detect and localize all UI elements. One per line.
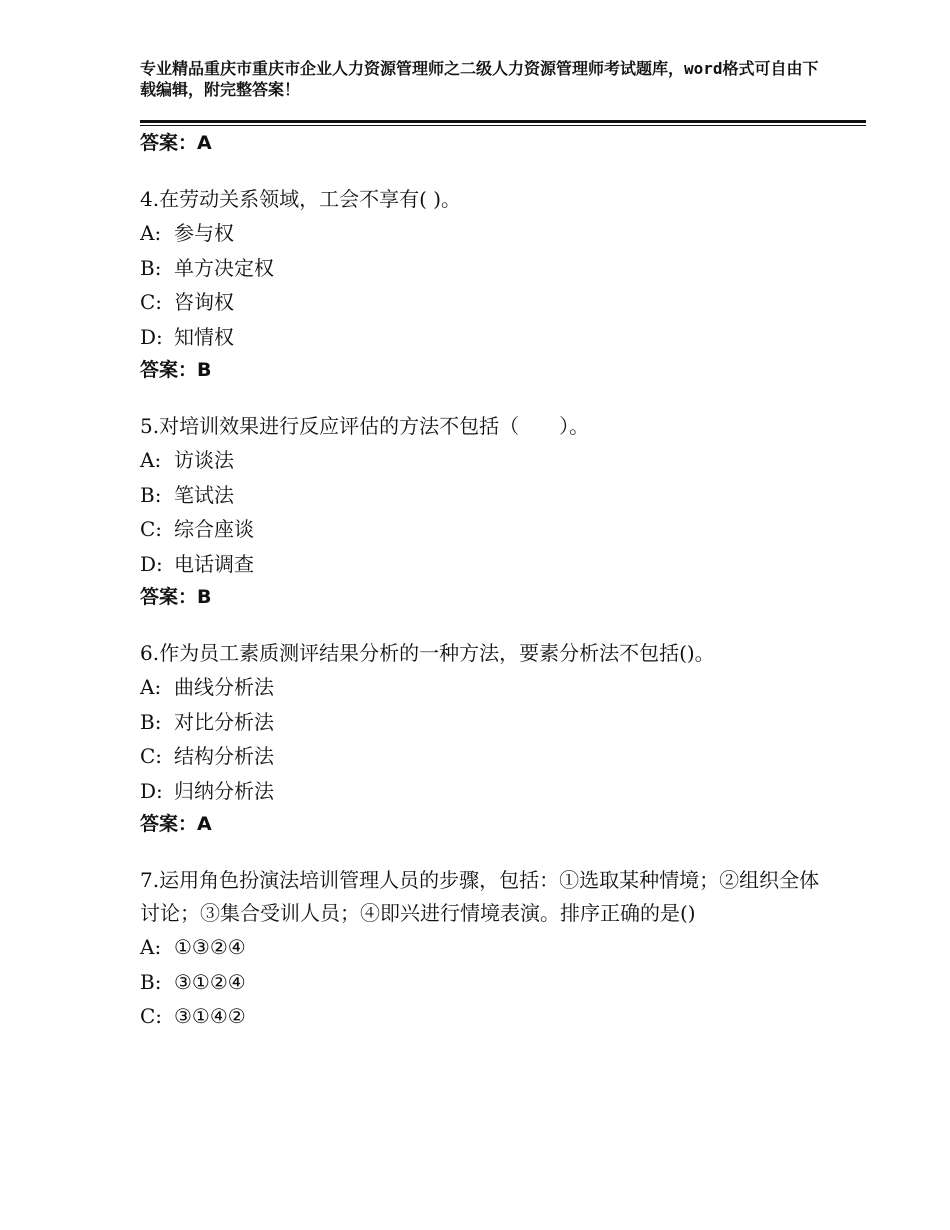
option-letter: C: <box>140 290 163 314</box>
option-b <box>140 705 830 740</box>
option-letter: B: <box>140 482 162 507</box>
option-letter: A: <box>140 221 162 245</box>
question-list <box>140 128 830 1034</box>
option-text: 单方决定权 <box>174 255 274 280</box>
option-a <box>140 930 830 965</box>
question-4 <box>140 183 830 388</box>
option-text: 对比分析法 <box>174 709 274 734</box>
option-text: 参与权 <box>174 221 234 245</box>
question-stem: 6.作为员工素质测评结果分析的一种方法，要素分析法不包括()。 <box>140 641 715 665</box>
option-text: 电话调查 <box>174 551 254 576</box>
option-text: 结构分析法 <box>174 744 274 768</box>
option-letter: A: <box>140 935 162 959</box>
option-letter: A: <box>140 675 162 699</box>
option-text: 综合座谈 <box>174 517 254 541</box>
header-rule-thick <box>140 120 866 123</box>
question-stem: 5.对培训效果进行反应评估的方法不包括（ ）。 <box>140 414 590 438</box>
answer-line: 答案：A <box>140 132 212 154</box>
question-stem: 4.在劳动关系领域，工会不享有( )。 <box>140 187 462 211</box>
option-a <box>140 443 830 478</box>
option-b <box>140 251 830 286</box>
option-letter: D: <box>140 324 163 349</box>
option-letter: C: <box>140 517 163 541</box>
option-text: 访谈法 <box>174 448 234 472</box>
option-c <box>140 999 830 1034</box>
question-6 <box>140 637 830 842</box>
option-text: 知情权 <box>174 324 234 349</box>
option-letter: D: <box>140 778 163 803</box>
option-letter: B: <box>140 709 162 734</box>
option-a <box>140 216 830 251</box>
option-text: 咨询权 <box>174 290 234 314</box>
option-text: ③①②④ <box>174 969 246 994</box>
document-header: 专业精品重庆市重庆市企业人力资源管理师之二级人力资源管理师考试题库，word格式可自由下载编辑，附完整答案！ <box>140 59 819 99</box>
option-c <box>140 512 830 547</box>
option-b <box>140 478 830 513</box>
option-text: 曲线分析法 <box>174 675 274 699</box>
option-letter: A: <box>140 448 162 472</box>
question-stem: 7.运用角色扮演法培训管理人员的步骤，包括：①选取某种情境；②组织全体讨论；③集合受训人员；④即兴进行情境表演。排序正确的是() <box>140 868 820 925</box>
option-d <box>140 320 830 355</box>
answer-line: 答案：A <box>140 813 212 835</box>
option-text: 笔试法 <box>174 482 234 507</box>
option-text: ③①④② <box>174 1004 246 1028</box>
option-c <box>140 739 830 774</box>
option-c <box>140 285 830 320</box>
option-b <box>140 965 830 1000</box>
option-letter: C: <box>140 744 163 768</box>
option-d <box>140 774 830 809</box>
question-5 <box>140 410 830 615</box>
option-d <box>140 547 830 582</box>
answer-line: 答案：B <box>140 359 212 381</box>
option-letter: B: <box>140 255 162 280</box>
option-text: 归纳分析法 <box>174 778 274 803</box>
header-rule-thin <box>140 125 866 126</box>
option-letter: D: <box>140 551 163 576</box>
option-a <box>140 670 830 705</box>
option-text: ①③②④ <box>174 935 246 959</box>
answer-line: 答案：B <box>140 586 212 608</box>
option-letter: B: <box>140 969 162 994</box>
option-letter: C: <box>140 1004 163 1028</box>
question-7 <box>140 864 830 1034</box>
